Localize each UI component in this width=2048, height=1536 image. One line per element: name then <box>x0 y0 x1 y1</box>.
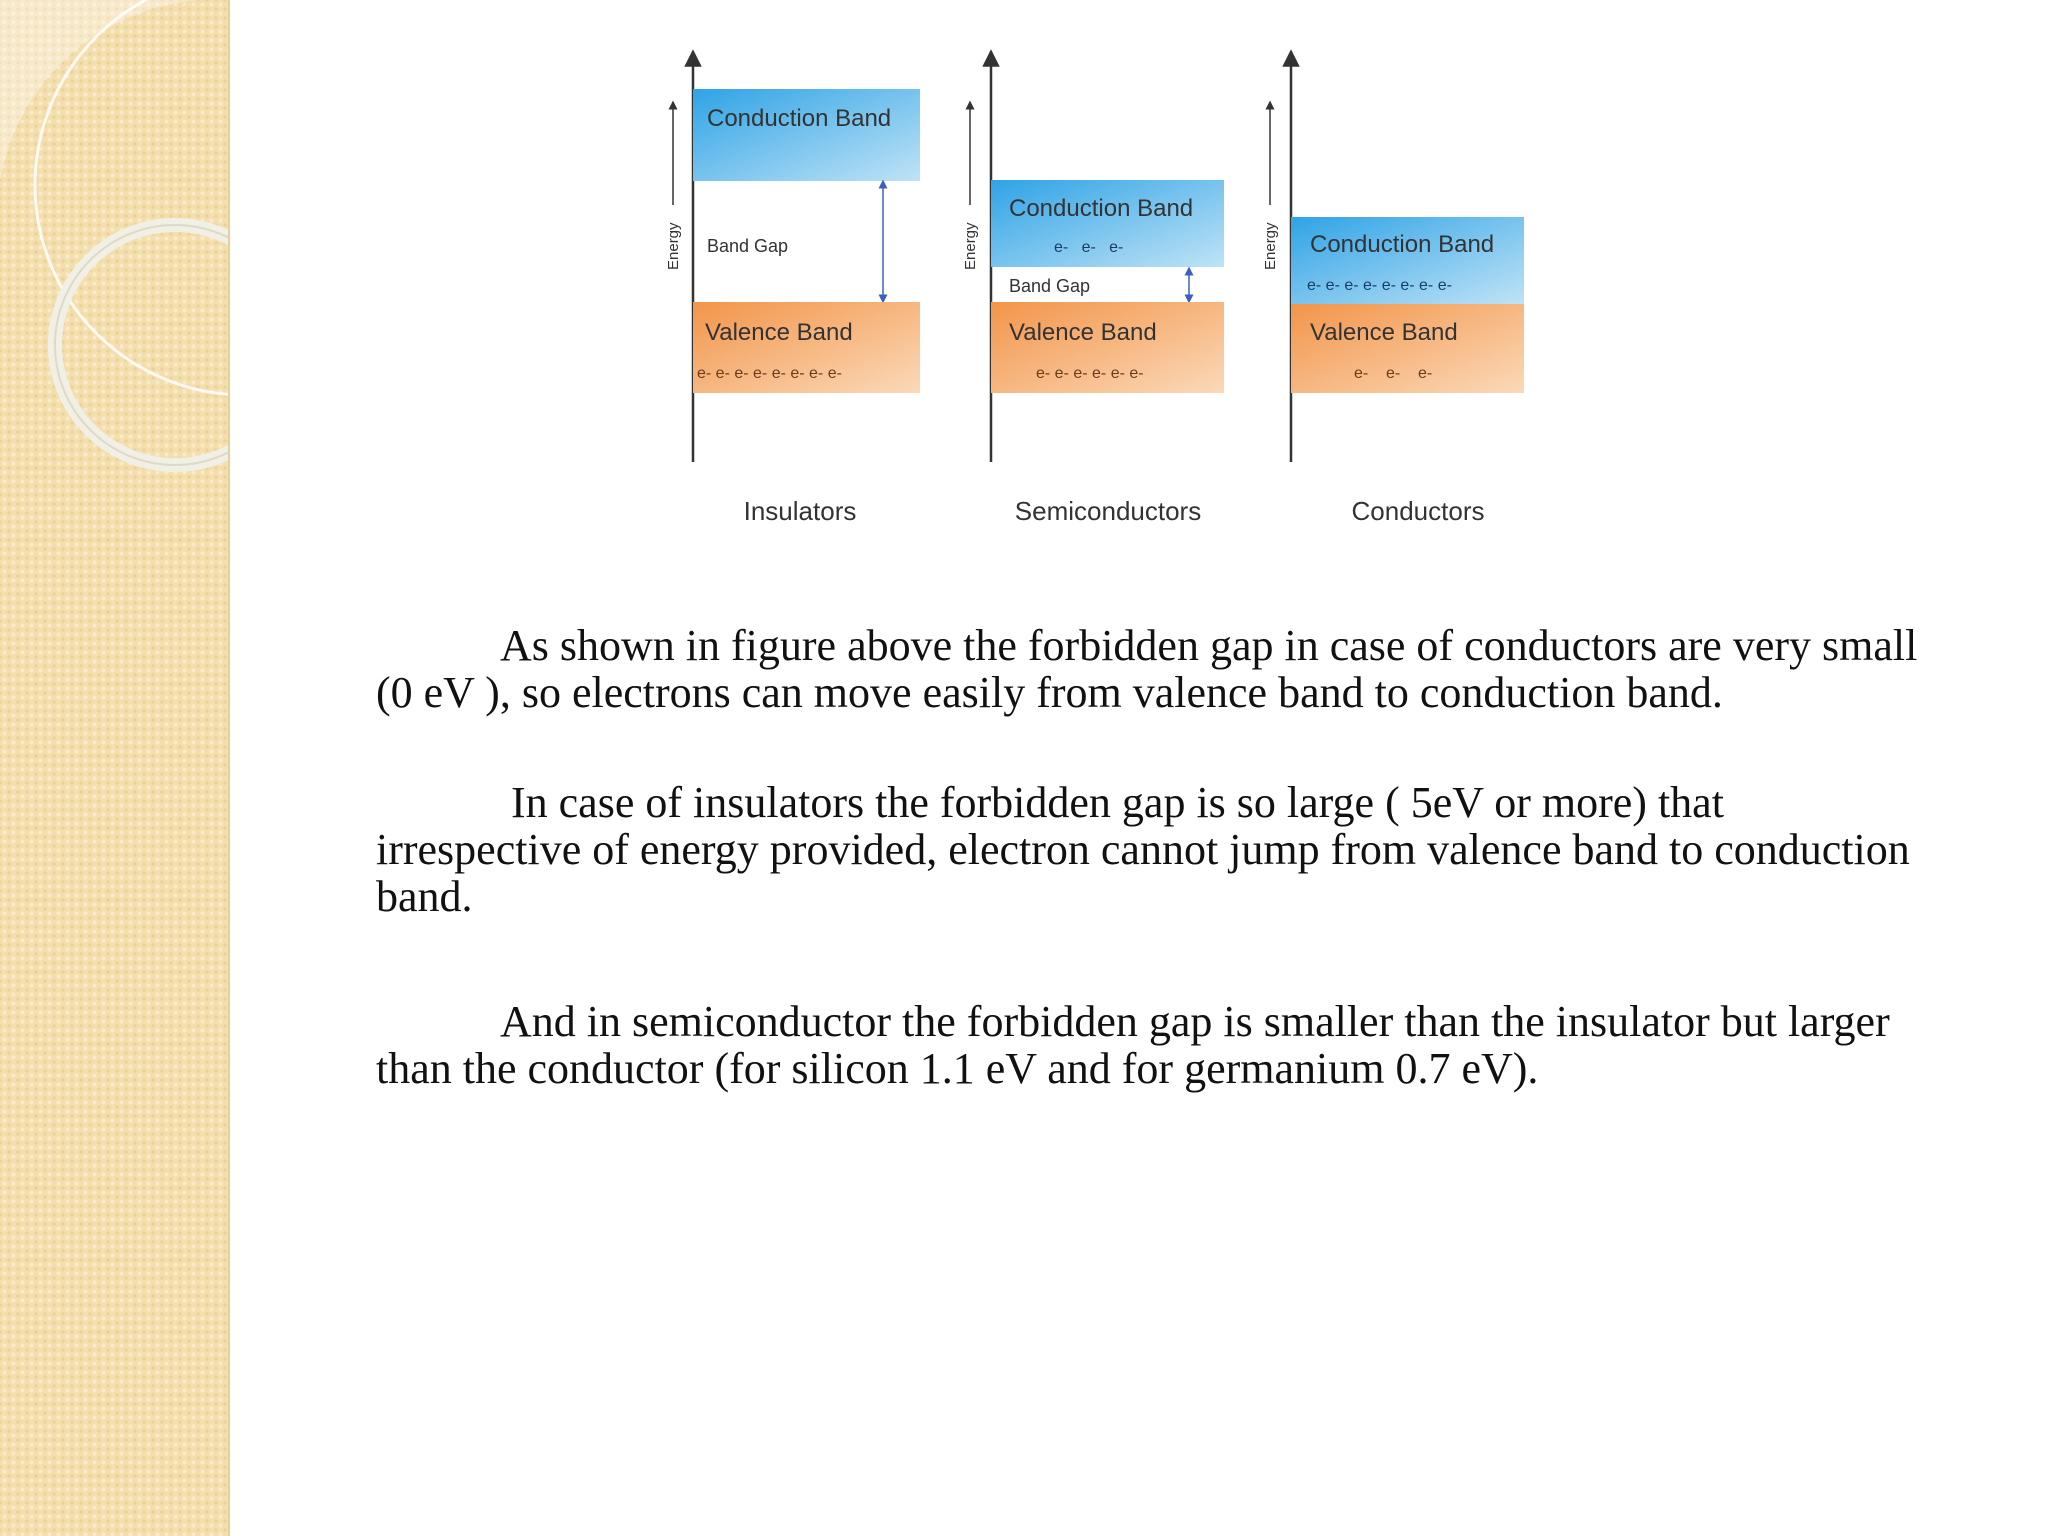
insulator-panel <box>665 58 920 526</box>
energy-axis-label: Energy <box>962 222 979 270</box>
panel-caption: Semiconductors <box>1014 496 1202 526</box>
paragraph-semiconductors <box>376 998 1936 1092</box>
conduction-electrons: e- e- e- e- e- e- e- e- <box>1307 277 1452 294</box>
energy-axis-label: Energy <box>1262 222 1279 270</box>
conduction-band <box>693 89 920 181</box>
band-diagram <box>0 0 2048 560</box>
conduction-electrons: e- e- e- <box>1054 239 1124 256</box>
panel-caption: Conductors <box>1351 496 1485 526</box>
paragraph-text: And in semiconductor the forbidden gap is smaller than the insulator but larger than the conductor (for silicon 1.1 eV and for germanium 0.7 eV). <box>376 997 1890 1093</box>
paragraph-conductors <box>376 622 1936 716</box>
paragraph-text: In case of insulators the forbidden gap is so large ( 5eV or more) that irrespective of energy provided, electron cannot jump from valence band to conduction band. <box>376 778 1910 921</box>
band-gap-label: Band Gap <box>1009 276 1091 296</box>
conduction-band-label: Conduction Band <box>1009 195 1194 222</box>
valence-electrons: e- e- e- e- e- e- <box>1036 365 1144 382</box>
valence-band-label: Valence Band <box>1310 319 1458 346</box>
paragraph-insulators <box>376 779 1936 920</box>
conduction-band-label: Conduction Band <box>707 105 892 132</box>
valence-electrons: e- e- e- <box>1354 365 1433 382</box>
energy-axis-label: Energy <box>665 222 682 270</box>
band-gap-label: Band Gap <box>707 236 789 256</box>
valence-electrons: e- e- e- e- e- e- e- e- <box>697 365 842 382</box>
conductor-panel <box>1262 58 1524 526</box>
valence-band-label: Valence Band <box>705 319 853 346</box>
panel-caption: Insulators <box>743 496 857 526</box>
paragraph-text: As shown in figure above the forbidden gap in case of conductors are very small (0 eV ), so electrons can move easily from valence band to conduction band. <box>376 621 1918 717</box>
valence-band-label: Valence Band <box>1009 319 1157 346</box>
semiconductor-panel <box>962 58 1224 526</box>
conduction-band-label: Conduction Band <box>1310 231 1495 258</box>
